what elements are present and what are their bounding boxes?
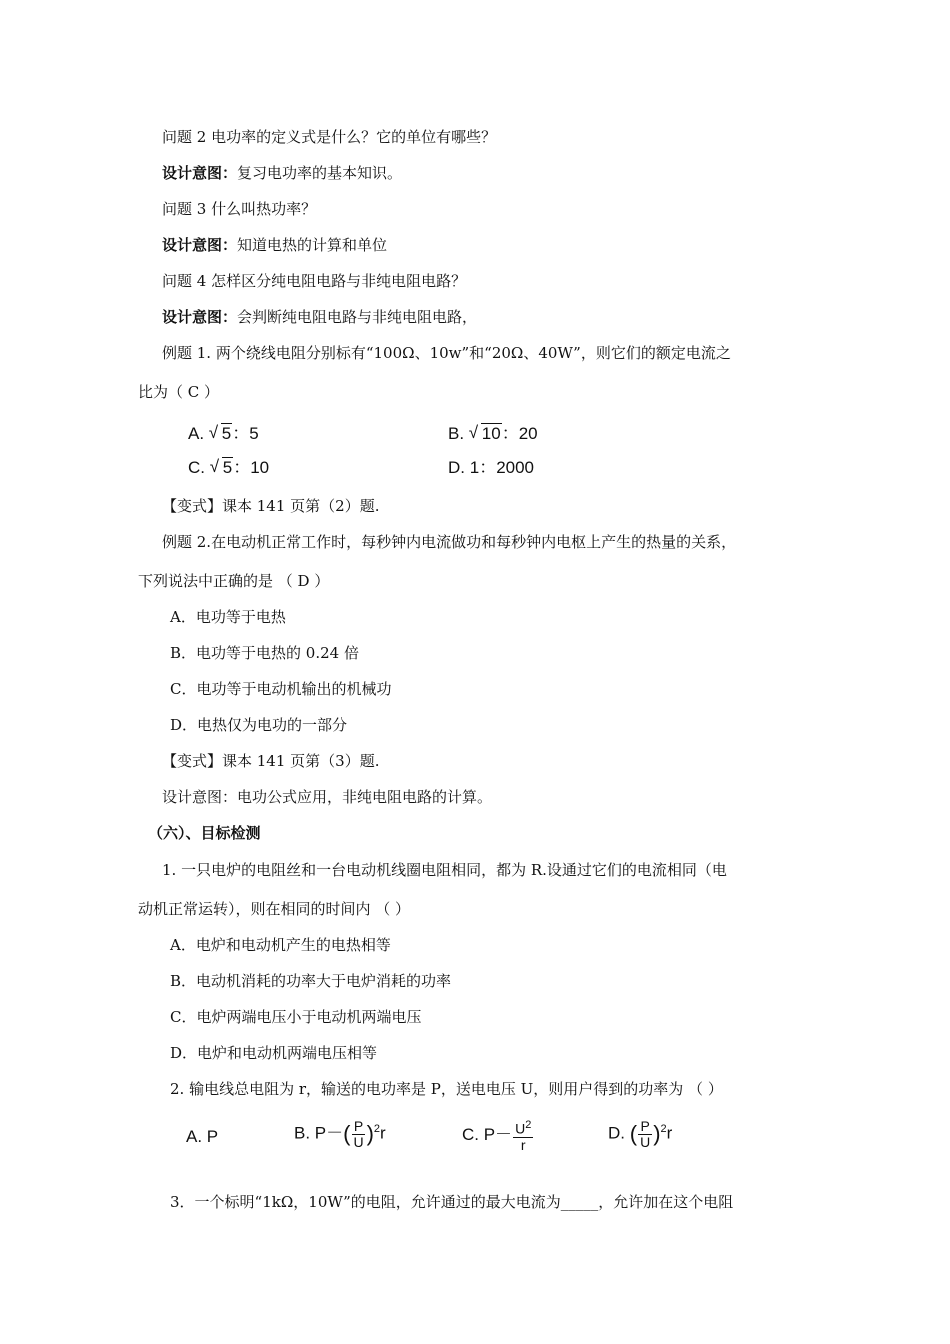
question-3: 问题 3 什么叫热功率？: [162, 200, 317, 218]
design-intent-text: 会判断纯电阻电路与非纯电阻电路，: [237, 308, 478, 326]
option-tail: r: [666, 1123, 673, 1143]
sqrt-icon: [469, 423, 502, 445]
fraction-denominator: r: [520, 1136, 526, 1153]
test-1-line-2: 动机正常运转），则在相同的时间内 （ ）: [138, 900, 411, 918]
example-2-option-c: C．电功等于电动机输出的机械功: [170, 680, 392, 698]
test-1-option-d: D．电炉和电动机两端电压相等: [170, 1044, 378, 1062]
paren-close: ): [366, 1121, 374, 1147]
fraction: [513, 1118, 533, 1153]
fraction: [638, 1119, 652, 1150]
option-label: C.: [188, 458, 205, 477]
option-label: D.: [608, 1123, 625, 1143]
design-intent-text: 复习电功率的基本知识。: [237, 164, 403, 182]
test-2-option-c: [462, 1118, 534, 1153]
design-intent-label: 设计意图：: [162, 308, 238, 326]
example-2-option-a: A．电功等于电热: [170, 608, 286, 626]
option-label: C. P－: [462, 1124, 513, 1144]
option-label: B. P－: [294, 1123, 344, 1143]
fraction-numerator: P: [640, 1117, 650, 1134]
option-label: D.: [448, 458, 465, 477]
design-intent-text: 知道电热的计算和单位: [237, 236, 388, 254]
design-intent-1: [162, 163, 402, 183]
test-2-option-a: A. P: [186, 1127, 219, 1146]
fraction-numerator: P: [353, 1117, 364, 1134]
paren-open: (: [343, 1121, 351, 1147]
test-1-line-1: 1. 一只电炉的电阻丝和一台电动机线圈电阻相同，都为 R.设通过它们的电流相同（电: [162, 861, 727, 879]
design-intent-2: [162, 235, 387, 255]
numerator-base: U: [515, 1120, 526, 1137]
variant-1: 【变式】课本 141 页第（2）题.: [162, 497, 380, 515]
sqrt-icon: [209, 423, 232, 445]
exponent: 2: [660, 1123, 667, 1135]
example-1-option-a: [188, 423, 259, 445]
option-label: A.: [188, 424, 205, 443]
example-2-line-2: 下列说法中正确的是 （ D ）: [138, 572, 330, 590]
option-rest: ：10: [233, 458, 270, 477]
exponent: 2: [373, 1123, 381, 1135]
test-1-option-b: B．电动机消耗的功率大于电炉消耗的功率: [170, 972, 452, 990]
sqrt-icon: [210, 457, 233, 479]
radicand: 5: [222, 458, 233, 477]
option-rest: ：5: [232, 424, 259, 443]
example-1-line-1: 例题 1. 两个绕线电阻分别标有“100Ω、10w”和“20Ω、40W”，则它们的额定电流之: [162, 344, 731, 362]
fraction: [351, 1119, 365, 1150]
example-1-option-c: [188, 457, 269, 479]
example-1-option-d: [448, 457, 534, 479]
test-2-option-b: [294, 1118, 386, 1150]
option-rest: ：20: [501, 424, 538, 443]
design-intent-3: [162, 307, 477, 327]
paren-close: ): [653, 1121, 661, 1147]
radicand: 10: [481, 424, 501, 443]
question-4: 问题 4 怎样区分纯电阻电路与非纯电阻电路？: [162, 272, 467, 290]
example-2-line-1: 例题 2.在电动机正常工作时，每秒钟内电流做功和每秒钟内电枢上产生的热量的关系，: [162, 533, 737, 551]
design-intent-4: 设计意图：电功公式应用，非纯电阻电路的计算。: [162, 788, 493, 806]
fraction-denominator: U: [640, 1133, 651, 1150]
test-2: 2. 输电线总电阻为 r，输送的电功率是 P，送电电压 U，则用户得到的功率为 （ ）: [170, 1080, 723, 1098]
example-1-option-b: [448, 423, 538, 445]
test-1-option-a: A．电炉和电动机产生的电热相等: [170, 936, 391, 954]
exponent: 2: [525, 1119, 532, 1131]
option-text: 1：2000: [469, 458, 535, 477]
test-1-option-c: C．电炉两端电压小于电动机两端电压: [170, 1008, 422, 1026]
example-1-line-2: 比为（ C ）: [138, 383, 220, 401]
design-intent-label: 设计意图：: [162, 164, 238, 182]
question-2: 问题 2 电功率的定义式是什么？它的单位有哪些？: [162, 128, 497, 146]
fraction-numerator: [513, 1118, 533, 1138]
example-2-option-b: B．电功等于电热的 0.24 倍: [170, 644, 359, 662]
section-heading: （六）、目标检测: [148, 824, 261, 842]
example-2-option-d: D．电热仅为电功的一部分: [170, 716, 348, 734]
radicand: 5: [221, 424, 232, 443]
paren-open: (: [629, 1121, 638, 1147]
option-label: B.: [448, 424, 465, 443]
fraction-denominator: U: [353, 1133, 364, 1150]
variant-2: 【变式】课本 141 页第（3）题.: [162, 752, 380, 770]
option-tail: r: [380, 1123, 386, 1143]
design-intent-label: 设计意图：: [162, 236, 238, 254]
test-3: 3．一个标明“1kΩ，10W”的电阻，允许通过的最大电流为_____，允许加在这个电阻: [170, 1193, 734, 1211]
test-2-option-d: [608, 1118, 672, 1150]
